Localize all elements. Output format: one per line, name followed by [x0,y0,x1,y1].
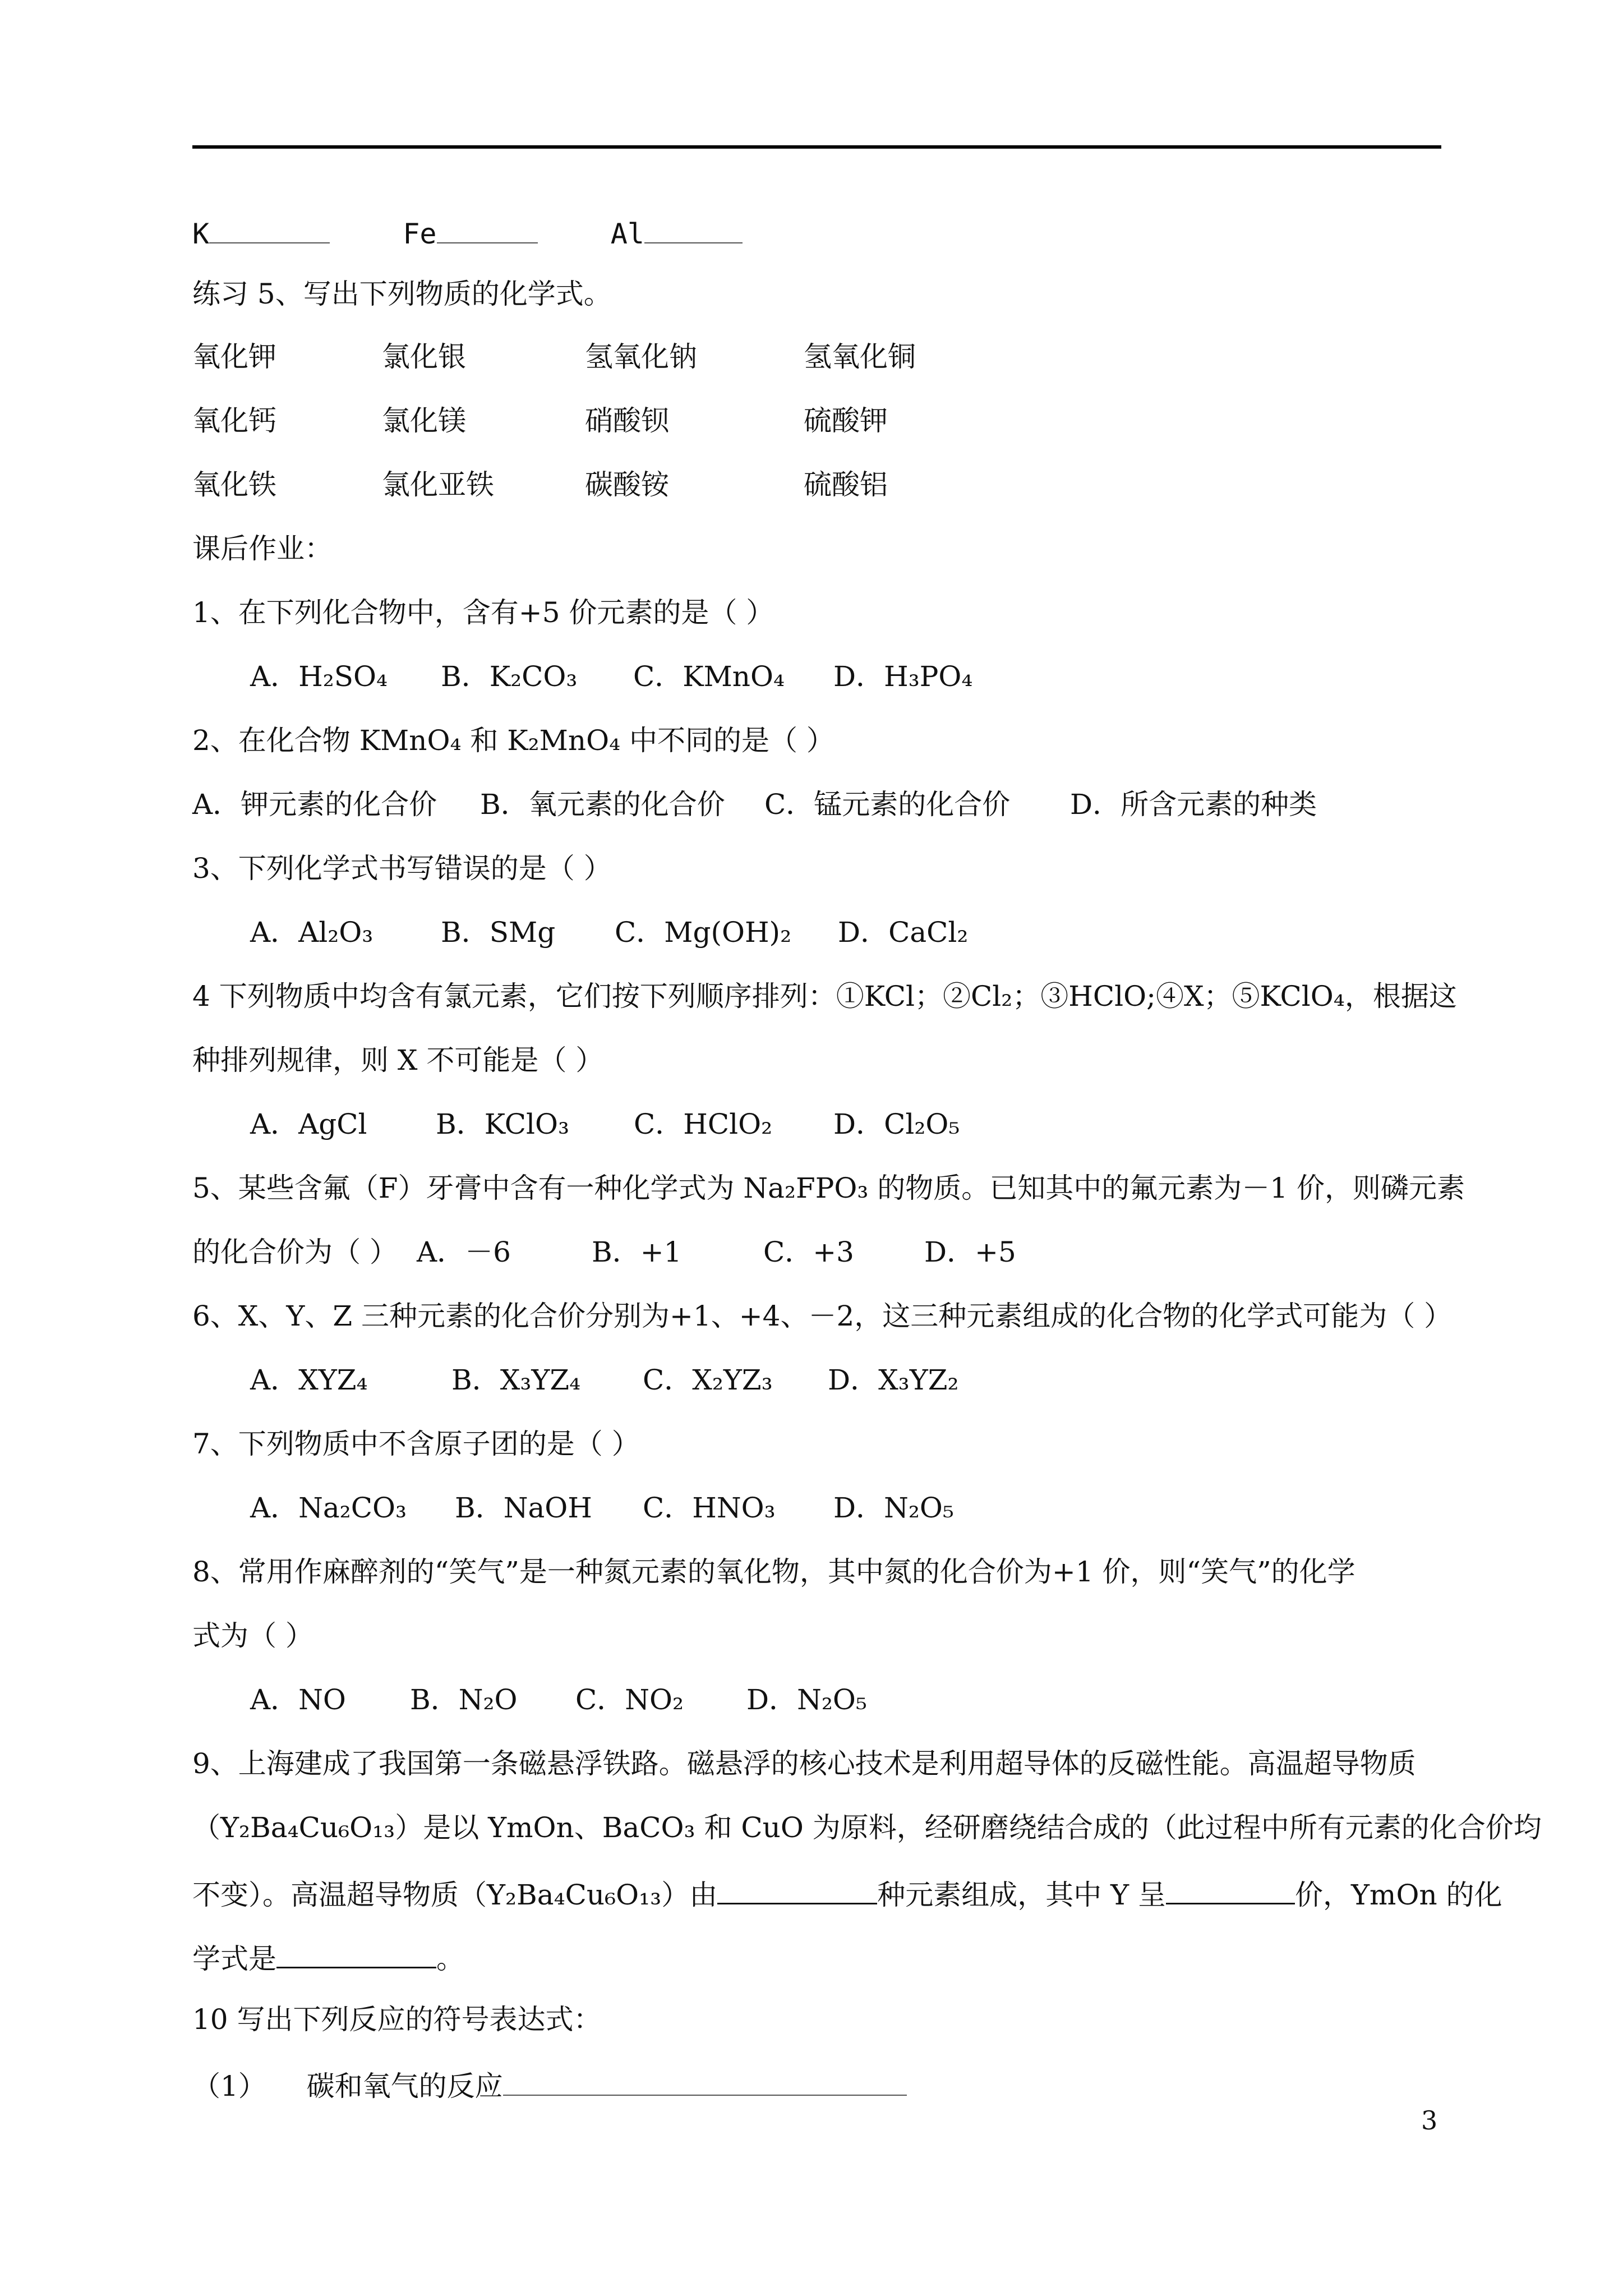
header-rule [192,145,1441,149]
element-blanks-line [192,214,743,251]
ex5-item: 氧化钾 [192,341,276,373]
question-5-stem-line-2: 的化合价为（ ） [192,1236,398,1268]
option-b[interactable]: B．+1 [592,1236,682,1268]
ex5-item: 氢氧化钠 [585,341,697,373]
option-c[interactable]: C．X₂YZ₃ [643,1364,773,1396]
option-b[interactable]: B．K₂CO₃ [441,660,578,693]
blank-al[interactable] [644,214,743,243]
option-c[interactable]: C．HNO₃ [643,1492,776,1524]
question-9-line-3-part-a: 不变）。高温超导物质（Y₂Ba₄Cu₆O₁₃）由 [192,1879,718,1911]
question-8-stem-line-1: 8、常用作麻醉剂的“笑气”是一种氮元素的氧化物，其中氮的化合价为+1 价，则“笑气”的化学 [192,1556,1355,1588]
option-d[interactable]: D．所含元素的种类 [1070,788,1317,821]
option-b[interactable]: B．氧元素的化合价 [480,788,725,821]
option-a[interactable]: A．Na₂CO₃ [250,1492,407,1524]
question-9-line-4 [192,1939,464,1976]
question-10-stem: 10 写出下列反应的符号表达式： [192,2003,602,2036]
question-9-line-3-part-b: 种元素组成，其中 Y 呈 [877,1879,1166,1911]
question-2-stem: 2、在化合物 KMnO₄ 和 K₂MnO₄ 中不同的是（ ） [192,724,834,757]
item-number: （1） [192,2070,266,2102]
answer-blank-reaction[interactable] [503,2067,907,2096]
ex5-item: 氧化钙 [192,404,276,437]
question-5-stem-line-1: 5、某些含氟（F）牙膏中含有一种化学式为 Na₂FPO₃ 的物质。已知其中的氟元素为－1 价，则磷元素 [192,1172,1465,1204]
option-a[interactable]: A．H₂SO₄ [250,660,388,693]
question-4-stem-line-2: 种排列规律，则 X 不可能是（ ） [192,1044,604,1076]
question-4-options [250,1107,1372,1141]
ex5-item: 硫酸铝 [804,468,888,501]
question-2-options [192,788,1426,821]
option-a[interactable]: A．－6 [417,1236,511,1268]
question-9-line-4-part-b: 。 [436,1943,464,1975]
question-1-options [250,660,1372,693]
ex5-item: 碳酸铵 [585,468,669,501]
blank-k[interactable] [209,214,330,243]
question-7-options [250,1491,1372,1525]
option-b[interactable]: B．NaOH [455,1492,592,1524]
answer-blank-y-valence[interactable] [1166,1875,1295,1904]
option-a[interactable]: A．Al₂O₃ [250,916,374,949]
ex5-item: 氢氧化铜 [804,341,916,373]
question-6-stem: 6、X、Y、Z 三种元素的化合价分别为+1、+4、－2，这三种元素组成的化合物的化学式可能为（ ） [192,1300,1453,1332]
question-9-line-3 [192,1875,1502,1912]
exercise-5-title: 练习 5、写出下列物质的化学式。 [192,278,612,310]
option-d[interactable]: D．+5 [924,1236,1016,1268]
question-9-line-1: 9、上海建成了我国第一条磁悬浮铁路。磁悬浮的核心技术是利用超导体的反磁性能。高温超导物质 [192,1747,1416,1780]
option-c[interactable]: C．锰元素的化合价 [764,788,1011,821]
option-c[interactable]: C．KMnO₄ [633,660,785,693]
ex5-item: 氯化银 [382,341,466,373]
question-3-stem: 3、下列化学式书写错误的是（ ） [192,852,612,885]
answer-blank-element-count[interactable] [717,1875,877,1904]
option-c[interactable]: C．+3 [763,1236,854,1268]
option-d[interactable]: D．H₃PO₄ [833,660,973,693]
ex5-row-3 [192,468,1426,501]
option-a[interactable]: A．钾元素的化合价 [192,788,437,821]
question-5-line-2 [192,1235,1426,1269]
homework-title: 课后作业： [192,532,333,565]
question-1-stem: 1、在下列化合物中，含有+5 价元素的是（ ） [192,596,774,629]
question-9-line-4-part-a: 学式是 [192,1943,276,1975]
item-text: 碳和氧气的反应 [306,2070,503,2102]
ex5-item: 硫酸钾 [804,404,888,437]
ex5-item: 氧化铁 [192,468,276,501]
option-b[interactable]: B．N₂O [410,1683,518,1716]
ex5-item: 氯化镁 [382,404,466,437]
option-b[interactable]: B．X₃YZ₄ [451,1364,581,1396]
option-d[interactable]: D．N₂O₅ [746,1683,867,1716]
ex5-item: 氯化亚铁 [382,468,494,501]
question-4-stem-line-1: 4 下列物质中均含有氯元素，它们按下列顺序排列：①KCl；②Cl₂；③HClO;④X；⑤KClO₄，根据这 [192,980,1457,1013]
option-c[interactable]: C．HClO₂ [634,1108,773,1140]
ex5-item: 硝酸钡 [585,404,669,437]
element-al: Al [610,218,644,250]
option-a[interactable]: A．AgCl [250,1108,367,1140]
question-3-options [250,915,1372,949]
option-d[interactable]: D．N₂O₅ [833,1492,954,1524]
question-6-options [250,1363,1372,1397]
option-a[interactable]: A．XYZ₄ [250,1364,368,1396]
option-d[interactable]: D．X₃YZ₂ [828,1364,959,1396]
question-8-options [250,1683,1372,1717]
option-c[interactable]: C．Mg(OH)₂ [615,916,792,949]
question-10-item-1 [192,2067,907,2103]
option-b[interactable]: B．KClO₃ [436,1108,570,1140]
option-c[interactable]: C．NO₂ [575,1683,684,1716]
option-b[interactable]: B．SMg [441,916,556,949]
question-8-stem-line-2: 式为（ ） [192,1619,313,1652]
question-9-line-3-part-c: 价，YmOn 的化 [1295,1879,1502,1911]
element-fe: Fe [403,218,437,250]
answer-blank-ymon-formula[interactable] [276,1939,436,1968]
element-k: K [192,218,210,250]
ex5-row-1 [192,340,1426,374]
question-7-stem: 7、下列物质中不含原子团的是（ ） [192,1428,640,1460]
blank-fe[interactable] [437,214,538,243]
page-number: 3 [1421,2105,1438,2136]
option-d[interactable]: D．Cl₂O₅ [833,1108,960,1140]
option-a[interactable]: A．NO [250,1683,346,1716]
option-d[interactable]: D．CaCl₂ [838,916,969,949]
ex5-row-2 [192,404,1426,438]
question-9-line-2: （Y₂Ba₄Cu₆O₁₃）是以 YmOn、BaCO₃ 和 CuO 为原料，经研磨绕结合成的（此过程中所有元素的化合价均 [192,1811,1542,1844]
